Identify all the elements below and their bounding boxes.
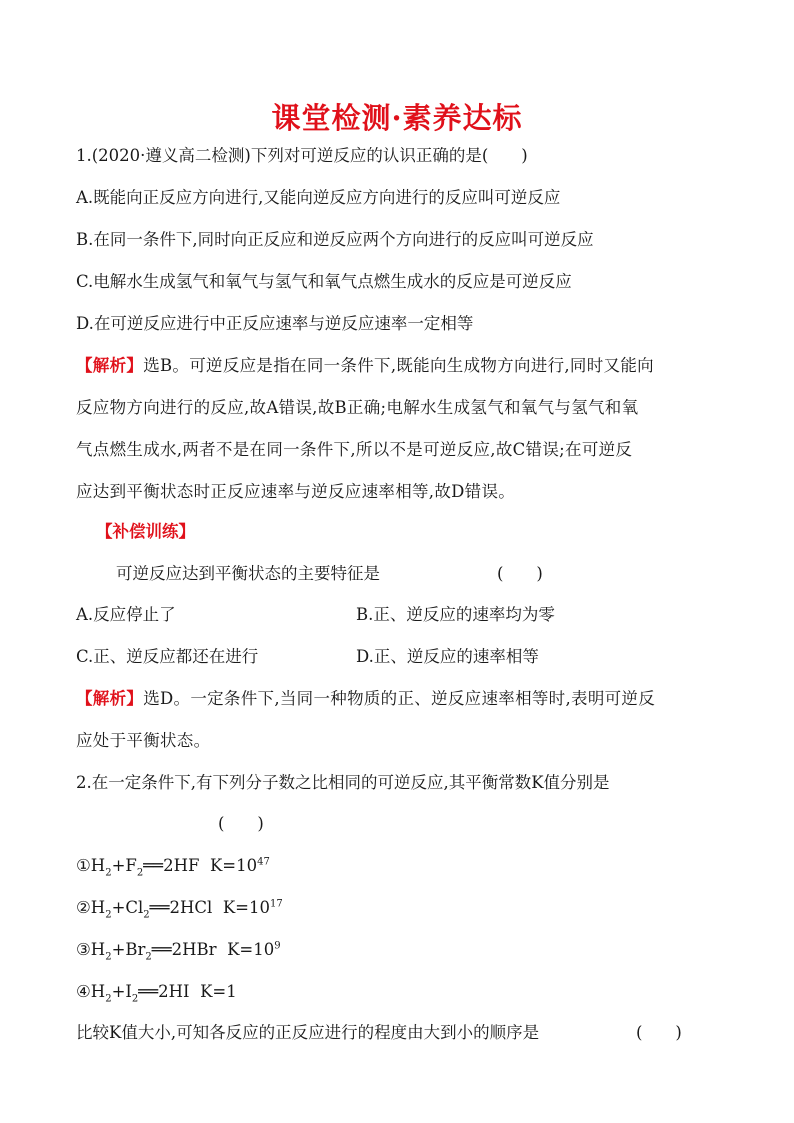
q1-option-d: D.在可逆反应进行中正反应速率与逆反应速率一定相等 [76, 314, 474, 333]
page-title: 课堂检测·素养达标 [271, 101, 523, 135]
q2-compare-blank: ( ) [636, 1023, 682, 1042]
supp-option-b: B.正、逆反应的速率均为零 [356, 605, 555, 624]
supp-stem: 可逆反应达到平衡状态的主要特征是 [116, 564, 380, 583]
reaction-4: $④H_2+I_2══2HI$ K=1 [76, 982, 237, 1005]
reaction-3: $③H_2+Br_2══2HBr$ $K=10^9$ [76, 940, 281, 963]
analysis-tag: 【解析】 [76, 689, 144, 708]
q1-analysis-line-2: 反应物方向进行的反应,故A错误,故B正确;电解水生成氢气和氧气与氢气和氧 [76, 398, 639, 417]
supp-option-c: C.正、逆反应都还在进行 [76, 647, 259, 666]
reaction-2: $②H_2+Cl_2══2HCl$ $K=10^{17}$ [76, 898, 283, 921]
analysis-text: 选B。可逆反应是指在同一条件下,既能向生成物方向进行,同时又能向 [143, 356, 654, 375]
q1-option-c: C.电解水生成氢气和氧气与氢气和氧气点燃生成水的反应是可逆反应 [76, 272, 572, 291]
q2-compare-stem: 比较K值大小,可知各反应的正反应进行的程度由大到小的顺序是 [76, 1023, 540, 1042]
q1-option-b: B.在同一条件下,同时向正反应和逆反应两个方向进行的反应叫可逆反应 [76, 230, 594, 249]
q2-answer-blank: ( ) [218, 814, 264, 833]
supp-analysis-line-1 [76, 691, 655, 708]
q1-analysis-line-3: 气点燃生成水,两者不是在同一条件下,所以不是可逆反应,故C错误;在可逆反 [76, 440, 633, 459]
analysis-text: 选D。一定条件下,当同一种物质的正、逆反应速率相等时,表明可逆反 [143, 689, 656, 708]
q1-analysis-line-4: 应达到平衡状态时正反应速率与逆反应速率相等,故D错误。 [76, 482, 516, 501]
analysis-tag: 【解析】 [76, 356, 144, 375]
q2-stem: 2.在一定条件下,有下列分子数之比相同的可逆反应,其平衡常数K值分别是 [76, 773, 610, 792]
supp-analysis-line-2: 应处于平衡状态。 [76, 731, 211, 750]
q1-stem: 1.(2020·遵义高二检测)下列对可逆反应的认识正确的是( ) [76, 146, 528, 165]
supplementary-training-tag: 【补偿训练】 [96, 522, 195, 541]
reaction-1: $①H_2+F_2══2HF$ $K=10^{47}$ [76, 856, 270, 879]
q1-analysis-line-1 [76, 358, 654, 375]
q1-option-a: A.既能向正反应方向进行,又能向逆反应方向进行的反应叫可逆反应 [76, 188, 561, 207]
supp-option-a: A.反应停止了 [76, 605, 176, 624]
supp-option-d: D.正、逆反应的速率相等 [356, 647, 539, 666]
supp-answer-blank: ( ) [497, 564, 543, 583]
